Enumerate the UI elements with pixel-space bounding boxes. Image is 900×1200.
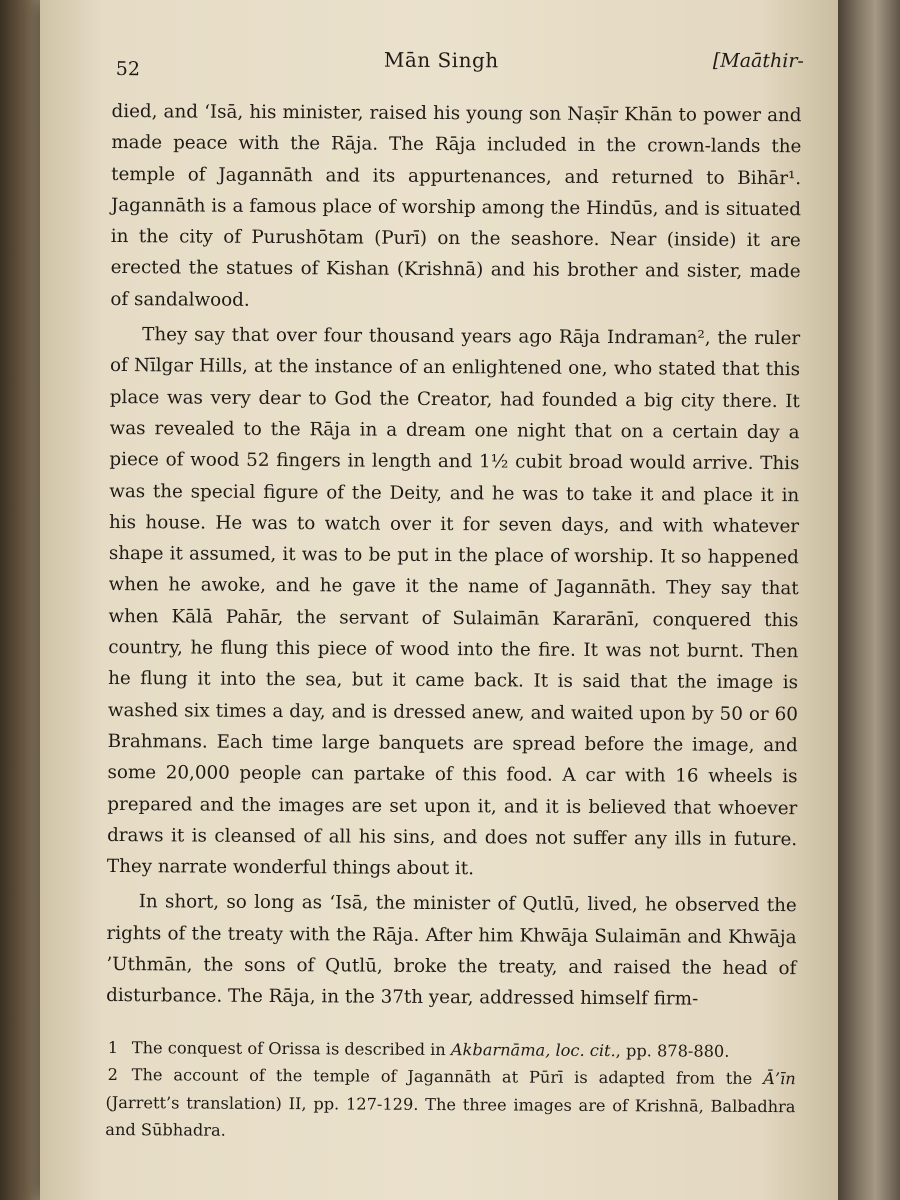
footnote-number: 2 <box>107 1065 119 1085</box>
page-content <box>105 40 802 1148</box>
footnote-text: (Jarrett’s translation) II, pp. 127-129. The three images are of Krishnā, Balbadhra and Sūbhadra. <box>105 1092 796 1140</box>
footnote-1 <box>106 1034 796 1066</box>
footnote-text: The conquest of Orissa is described in <box>131 1037 451 1059</box>
page-header <box>112 40 802 100</box>
footnote-text: , pp. 878-880. <box>615 1040 730 1061</box>
footnote-number: 1 <box>107 1037 119 1057</box>
paragraph-treaty: In short, so long as ‘Isā, the minister of Qutlū, lived, he observed the rights of the treaty with the Rāja. After him Khwāja Sulaimān and Khwāja ’Uthmān, the sons of Qutlū, broke the treaty, and raised the head of disturbance. The Rāja, in the 37th year, addressed himself firm- <box>106 891 797 1010</box>
paragraph-jagannath-legend: They say that over four thousand years ago Rāja Indraman², the ruler of Nīlgar Hills, at the instance of an enlightened one, who stated that this place was very dear to God the Creator, had founded a big city there. It was revealed to the Rāja in a dream one night that on a certain day a piece of wood 52 fingers in length and 1½ cubit broad would arrive. This was the special figure of the Deity, and he was to take it and place it in his house. He was to watch over it for seven days, and with whatever shape it assumed, it was to be put in the place of worship. It so happened when he awoke, and he gave it the name of Jagannāth. They say that when Kālā Pahār, the servant of Sulaimān Kararānī, conquered this country, he flung this piece of wood into the fire. It was not burnt. Then he flung it into the sea, but it came back. It is said that the image is washed six times a day, and is dressed anew, and waited upon by 50 or 60 Brahmans. Each time large banquets are spread before the image, and some 20,000 people can partake of this food. A car with 16 wheels is prepared and the images are set upon it, and it is believed that whoever draws it is cleansed of all his sins, and does not suffer any ills in future. They narrate wonderful things about it. <box>106 324 801 880</box>
running-title: Mān Singh <box>383 47 499 73</box>
footnote-2 <box>105 1061 795 1148</box>
page-number: 52 <box>115 58 141 81</box>
facing-page-edge <box>838 0 900 1200</box>
footnotes <box>105 1034 796 1148</box>
paragraph-continuation: died, and ‘Isā, his minister, raised his young son Naṣīr Khān to power and made peace with the Rāja. The Rāja included in the crown-lands the temple of Jagannāth and its appurtenances, and returned to Bihār¹. Jagannāth is a famous place of worship among the Hindūs, and is situated in the city of Purushōtam (Purī) on the seashore. Near (inside) it are erected the statues of Kishan (Krishnā) and his brother and sister, made of sandalwood. <box>110 100 802 311</box>
footnote-title: Ā’īn <box>763 1069 796 1089</box>
footnote-title: Akbarnāma, loc. cit. <box>450 1039 616 1060</box>
section-reference: [Maāthir- <box>712 49 804 73</box>
footnote-text: The account of the temple of Jagannāth at Pūrī is adapted from the <box>131 1065 764 1089</box>
body-text <box>106 96 802 1016</box>
